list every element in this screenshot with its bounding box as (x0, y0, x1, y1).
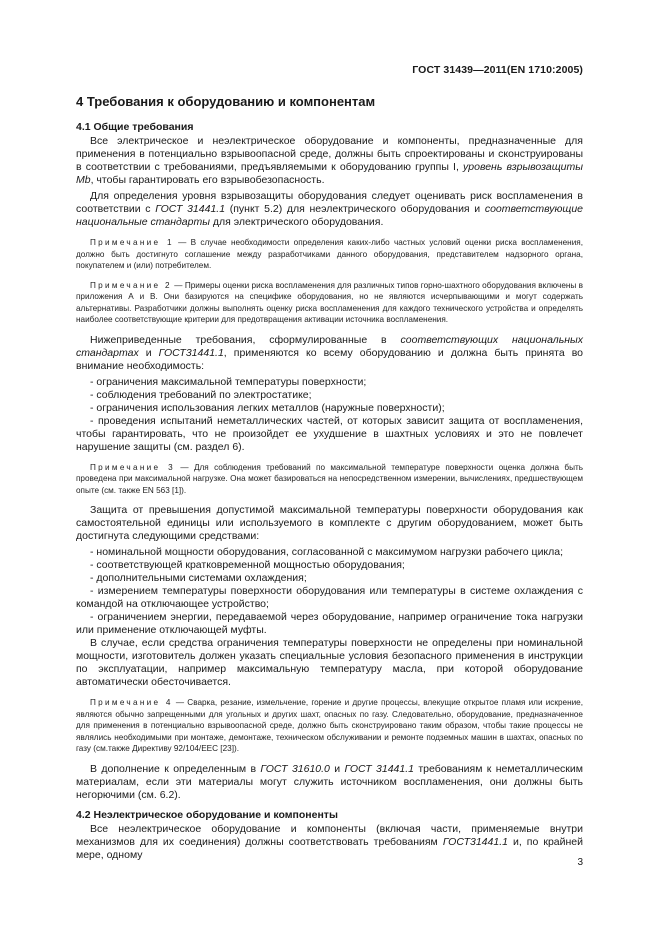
subsection-4-2-title: 4.2 Неэлектрическое оборудование и компоненты (76, 808, 338, 821)
subsection-4-1-title: 4.1 Общие требования (76, 121, 194, 133)
paragraph-general-1: Все электрическое и неэлектрическое оборудование и компоненты, предназначенные для применения в потенциально взрывоопасной среде, должны быть спроектированы и сконструированы в соответствии с требованиями, предъявляемыми к оборудованию группы I, уровень взрывозащиты Mb, чтобы гарантировать его взрывобезопасность. (76, 135, 583, 186)
paragraph-nonmetallic: В дополнение к определенным в ГОСТ 31610.0 и ГОСТ 31441.1 требованиям к неметаллическим материалам, если эти материалы могут служить источником воспламенения, они должны быть негорючими (см. 6.2). (76, 762, 583, 801)
document-header: ГОСТ 31439—2011(EN 1710:2005) (412, 64, 583, 76)
requirements-list (76, 376, 583, 454)
list-item: - ограничения использования легких металлов (наружные поверхности); (90, 401, 445, 414)
protection-means-list (76, 546, 583, 637)
page-content (76, 94, 583, 865)
note-1: Примечание 1 — В случае необходимости определения каких-либо частных условий оценки риска воспламенения, должно быть достигнуто соглашение между разработчиками данного оборудования, представителем надзорного органа, покупателем и (или) потребителем. (76, 238, 583, 270)
list-item: - дополнительными системами охлаждения; (90, 572, 307, 584)
paragraph-non-electrical: Все неэлектрическое оборудование и компоненты (включая части, применяемые внутри механизмов для их соединения) должны соответствовать требованиям ГОСТ31441.1 и, по крайней мере, одному (76, 822, 584, 861)
list-item: - ограничения максимальной температуры поверхности; (90, 375, 367, 388)
paragraph-special-conditions: В случае, если средства ограничения температуры поверхности не определены при номинальной мощности, изготовитель должен указать специальные условия безопасного применения в инструкции по эксплуатации, например максимальную температуру масла, при которой оборудование автоматически обесточивается. (76, 637, 583, 688)
note-3: Примечание 3 — Для соблюдения требований по максимальной температуре поверхности оценка должна быть проведена при максимальной нагрузке. Она может базироваться на непосредственном измерении, вычислениях, предшествующем опыте (см. также EN 563 [1]). (76, 462, 583, 495)
list-item: - измерением температуры поверхности оборудования или температуры в системе охлаждения с командой на отключающее устройство; (76, 585, 583, 610)
paragraph-requirements-intro: Нижеприведенные требования, сформулированные в соответствующих национальных стандартах и ГОСТ31441.1, применяются ко всему оборудованию и должна быть принята во внимание необходимость: (76, 333, 584, 372)
page-number: 3 (577, 857, 583, 868)
section-4-title: 4 Требования к оборудованию и компонентам (76, 94, 376, 109)
list-item: - соответствующей кратковременной мощностью оборудования; (90, 559, 405, 571)
list-item: - номинальной мощности оборудования, согласованной с максимумом нагрузки рабочего цикла; (90, 546, 564, 558)
list-item: - ограничением энергии, передаваемой через оборудование, например ограничение тока нагрузки или применение отключающей муфты. (76, 611, 583, 636)
list-item: - соблюдения требований по электростатике; (90, 388, 312, 401)
note-4: Примечание 4 — Сварка, резание, измельчение, горение и другие процессы, влекущие открытое пламя или искрение, являются обычно запрещенными для угольных и других шахт, опасных по газу. Следовательно, оборудование, предназначенное для применения в потенциально взрывоопасной среде, должно быть сконструировано таким образом, чтобы такие процессы не являлись необходимыми при монтаже, демонтаже, техническом обслуживании и ремонте подземных машин в шахтах, опасных по газу (см.также Директиву 92/104/EEC [23]). (76, 698, 583, 753)
paragraph-general-2: Для определения уровня взрывозащиты оборудования следует оценивать риск воспламенения в соответствии с ГОСТ 31441.1 (пункт 5.2) для неэлектрического оборудования и соответствующие национальные стандарты для электрического оборудования. (76, 190, 583, 228)
note-2: Примечание 2 — Примеры оценки риска воспламенения для различных типов горно-шахтного оборудования включены в приложения А и В. Они базируются на специфике оборудования, но не являются исчерпывающими и могут содержать альтернативы. Разработчики должны выполнять оценку риска воспламенения для каждого технического устройства и определять наиболее соответствующие критерии для предотвращения активации источника воспламенения. (76, 280, 583, 324)
list-item: - проведения испытаний неметаллических частей, от которых зависит защита от воспламенения, чтобы гарантировать, что не произойдет ее ухудшение в шахтных условиях и это не повлечет нарушение защиты (см. раздел 6). (76, 414, 583, 453)
paragraph-temperature-protection: Защита от превышения допустимой максимальной температуры поверхности оборудования как самостоятельной единицы или используемого в комплекте с другим оборудованием, может быть достигнута следующими средствами: (76, 504, 583, 542)
